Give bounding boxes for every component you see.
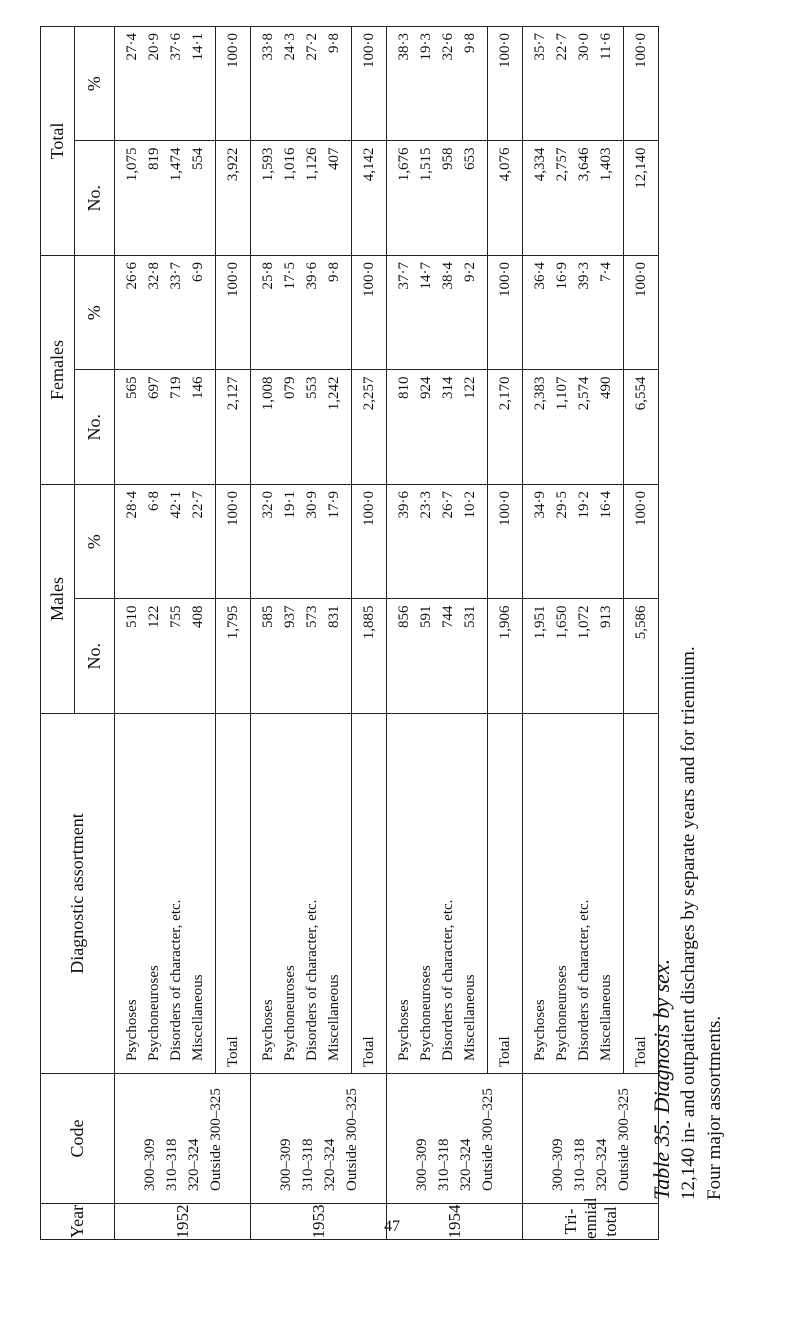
total-no-value: 1,593 — [260, 147, 276, 182]
total-pct-value: 24·3 — [282, 33, 298, 61]
males-no-value: 1,072 — [576, 605, 592, 640]
females-no-value: 146 — [190, 376, 206, 399]
table-row — [251, 27, 352, 1240]
codes-value: 320–324 — [457, 1138, 474, 1191]
total-f-no: 6,554 — [624, 370, 659, 485]
diags-value: Psychoneuroses — [554, 965, 570, 1061]
table-caption — [648, 80, 728, 1200]
females-pct-value: 36·4 — [532, 262, 548, 290]
males-pct-value: 6·8 — [146, 491, 162, 511]
header-males: Males — [41, 485, 75, 714]
header-females-pct: % — [75, 256, 115, 371]
total-no-value: 3,646 — [576, 147, 592, 182]
females-no-value: 697 — [146, 376, 162, 399]
males-pct-value: 28·4 — [124, 491, 140, 519]
code-cell — [115, 1074, 251, 1204]
females-no-value: 122 — [462, 376, 478, 399]
females-pct-value: 17·5 — [282, 262, 298, 290]
total-t-pct: 100·0 — [488, 27, 523, 142]
males-no-value: 591 — [418, 605, 434, 628]
total-label: Total — [624, 714, 659, 1074]
diagnostic-cell — [387, 714, 488, 1074]
codes-value: 300–309 — [413, 1138, 430, 1191]
females-pct-value: 16·9 — [554, 262, 570, 290]
females-no-cell — [251, 370, 352, 485]
total-label: Total — [352, 714, 387, 1074]
code-cell — [251, 1074, 387, 1204]
table-row — [523, 27, 624, 1240]
total-pct-value: 37·6 — [168, 33, 184, 61]
females-no-value: 719 — [168, 376, 184, 399]
total-f-pct: 100·0 — [624, 256, 659, 371]
diags-value: Disorders of character, etc. — [576, 899, 592, 1061]
males-pct-value: 17·9 — [326, 491, 342, 519]
males-no-value: 755 — [168, 605, 184, 628]
codes-value: 310–318 — [299, 1138, 316, 1191]
total-m-pct: 100·0 — [488, 485, 523, 600]
males-no-value: 510 — [124, 605, 140, 628]
codes-value: 300–309 — [549, 1138, 566, 1191]
females-no-value: 565 — [124, 376, 140, 399]
diags-value: Psychoneuroses — [282, 965, 298, 1061]
females-no-value: 490 — [598, 376, 614, 399]
total-row — [216, 27, 251, 1240]
codes-value: 320–324 — [321, 1138, 338, 1191]
total-row — [352, 27, 387, 1240]
males-pct-cell — [387, 485, 488, 600]
codes-value: 300–309 — [141, 1138, 158, 1191]
females-pct-cell — [251, 256, 352, 371]
header-code: Code — [41, 1074, 115, 1204]
females-pct-value: 14·7 — [418, 262, 434, 290]
males-pct-value: 23·3 — [418, 491, 434, 519]
males-no-value: 937 — [282, 605, 298, 628]
total-t-pct: 100·0 — [216, 27, 251, 142]
females-pct-value: 6·9 — [190, 262, 206, 282]
males-pct-value: 42·1 — [168, 491, 184, 519]
total-no-value: 407 — [326, 147, 342, 170]
total-f-pct: 100·0 — [488, 256, 523, 371]
total-pct-value: 14·1 — [190, 33, 206, 61]
table-row — [387, 27, 488, 1240]
males-pct-value: 26·7 — [440, 491, 456, 519]
total-no-value: 958 — [440, 147, 456, 170]
total-m-no: 1,906 — [488, 599, 523, 714]
total-pct-cell — [115, 27, 216, 142]
year-cell: 1954 — [387, 1204, 523, 1240]
females-no-value: 079 — [282, 376, 298, 399]
males-pct-cell — [523, 485, 624, 600]
codes-value: Outside 300–325 — [207, 1088, 224, 1191]
total-t-no: 4,142 — [352, 141, 387, 256]
table-row — [115, 27, 216, 1240]
total-pct-cell — [251, 27, 352, 142]
total-t-no: 3,922 — [216, 141, 251, 256]
females-no-value: 314 — [440, 376, 456, 399]
diagnosis-table — [40, 26, 659, 1240]
females-pct-value: 37·7 — [396, 262, 412, 290]
females-no-value: 924 — [418, 376, 434, 399]
diags-value: Disorders of character, etc. — [440, 899, 456, 1061]
males-pct-value: 34·9 — [532, 491, 548, 519]
total-t-no: 12,140 — [624, 141, 659, 256]
total-no-value: 2,757 — [554, 147, 570, 182]
total-no-value: 819 — [146, 147, 162, 170]
diags-value: Psychoses — [396, 999, 412, 1061]
females-pct-value: 39·3 — [576, 262, 592, 290]
diags-value: Miscellaneous — [598, 974, 614, 1061]
year-cell: 1952 — [115, 1204, 251, 1240]
caption-line-2: Four major assortments. — [704, 1015, 725, 1200]
codes-value: Outside 300–325 — [479, 1088, 496, 1191]
total-label: Total — [488, 714, 523, 1074]
total-pct-value: 9·8 — [326, 33, 342, 53]
total-m-pct: 100·0 — [624, 485, 659, 600]
males-no-value: 744 — [440, 605, 456, 628]
total-m-no: 1,795 — [216, 599, 251, 714]
females-no-value: 1,107 — [554, 376, 570, 411]
total-f-pct: 100·0 — [352, 256, 387, 371]
females-pct-value: 9·8 — [326, 262, 342, 282]
females-pct-value: 39·6 — [304, 262, 320, 290]
males-pct-value: 30·9 — [304, 491, 320, 519]
diags-value: Psychoses — [260, 999, 276, 1061]
code-cell — [523, 1074, 659, 1204]
males-pct-value: 10·2 — [462, 491, 478, 519]
codes-value: 310–318 — [163, 1138, 180, 1191]
year-cell: 1953 — [251, 1204, 387, 1240]
females-no-value: 810 — [396, 376, 412, 399]
year-cell: Tri-ennial total — [523, 1204, 659, 1240]
males-no-value: 122 — [146, 605, 162, 628]
total-no-value: 653 — [462, 147, 478, 170]
diags-value: Miscellaneous — [326, 974, 342, 1061]
males-no-cell — [523, 599, 624, 714]
males-pct-value: 19·2 — [576, 491, 592, 519]
total-pct-value: 32·6 — [440, 33, 456, 61]
codes-value: 300–309 — [277, 1138, 294, 1191]
females-pct-value: 33·7 — [168, 262, 184, 290]
total-pct-value: 20·9 — [146, 33, 162, 61]
males-no-value: 585 — [260, 605, 276, 628]
total-m-pct: 100·0 — [352, 485, 387, 600]
diags-value: Psychoneuroses — [418, 965, 434, 1061]
header-males-pct: % — [75, 485, 115, 600]
males-no-value: 408 — [190, 605, 206, 628]
females-pct-cell — [115, 256, 216, 371]
codes-value: 320–324 — [185, 1138, 202, 1191]
diags-value: Miscellaneous — [190, 974, 206, 1061]
total-no-value: 1,515 — [418, 147, 434, 182]
total-pct-cell — [387, 27, 488, 142]
females-no-value: 1,008 — [260, 376, 276, 411]
header-total: Total — [41, 27, 75, 256]
total-m-no: 1,885 — [352, 599, 387, 714]
total-f-no: 2,127 — [216, 370, 251, 485]
total-pct-value: 27·4 — [124, 33, 140, 61]
total-f-pct: 100·0 — [216, 256, 251, 371]
codes-value: 310–318 — [571, 1138, 588, 1191]
males-no-cell — [387, 599, 488, 714]
header-diagnostic-assortment: Diagnostic assortment — [41, 714, 115, 1074]
caption-line-1: 12,140 in- and outpatient discharges by separate years and for triennium. — [678, 646, 699, 1200]
males-no-value: 856 — [396, 605, 412, 628]
males-pct-value: 29·5 — [554, 491, 570, 519]
females-pct-cell — [523, 256, 624, 371]
males-pct-value: 22·7 — [190, 491, 206, 519]
males-pct-value: 16·4 — [598, 491, 614, 519]
males-pct-value: 19·1 — [282, 491, 298, 519]
males-no-cell — [251, 599, 352, 714]
total-no-value: 1,403 — [598, 147, 614, 182]
total-f-no: 2,257 — [352, 370, 387, 485]
males-no-cell — [115, 599, 216, 714]
males-no-value: 1,650 — [554, 605, 570, 640]
total-f-no: 2,170 — [488, 370, 523, 485]
total-t-no: 4,076 — [488, 141, 523, 256]
table-body — [115, 27, 659, 1240]
females-pct-value: 32·8 — [146, 262, 162, 290]
codes-value: 320–324 — [593, 1138, 610, 1191]
header-year: Year — [41, 1204, 115, 1240]
header-females-no: No. — [75, 370, 115, 485]
diagnostic-cell — [115, 714, 216, 1074]
females-no-cell — [115, 370, 216, 485]
codes-value: Outside 300–325 — [343, 1088, 360, 1191]
females-pct-value: 26·6 — [124, 262, 140, 290]
total-pct-value: 30·0 — [576, 33, 592, 61]
males-pct-cell — [115, 485, 216, 600]
total-pct-cell — [523, 27, 624, 142]
codes-value: 310–318 — [435, 1138, 452, 1191]
females-pct-value: 9·2 — [462, 262, 478, 282]
males-no-value: 573 — [304, 605, 320, 628]
total-no-value: 1,075 — [124, 147, 140, 182]
total-t-pct: 100·0 — [352, 27, 387, 142]
diags-value: Psychoses — [124, 999, 140, 1061]
header-males-no: No. — [75, 599, 115, 714]
total-no-cell — [251, 141, 352, 256]
females-no-value: 2,574 — [576, 376, 592, 411]
page-number: 47 — [384, 1218, 400, 1235]
males-pct-value: 32·0 — [260, 491, 276, 519]
total-no-value: 1,676 — [396, 147, 412, 182]
diags-value: Disorders of character, etc. — [168, 899, 184, 1061]
males-no-value: 913 — [598, 605, 614, 628]
codes-value: Outside 300–325 — [615, 1088, 632, 1191]
diags-value: Disorders of character, etc. — [304, 899, 320, 1061]
males-pct-value: 39·6 — [396, 491, 412, 519]
total-t-pct: 100·0 — [624, 27, 659, 142]
total-pct-value: 27·2 — [304, 33, 320, 61]
females-pct-value: 38·4 — [440, 262, 456, 290]
females-pct-cell — [387, 256, 488, 371]
females-no-cell — [387, 370, 488, 485]
header-females: Females — [41, 256, 75, 485]
total-pct-value: 35·7 — [532, 33, 548, 61]
total-no-cell — [115, 141, 216, 256]
diags-value: Psychoses — [532, 999, 548, 1061]
total-pct-value: 22·7 — [554, 33, 570, 61]
females-no-value: 2,383 — [532, 376, 548, 411]
total-no-value: 4,334 — [532, 147, 548, 182]
total-m-pct: 100·0 — [216, 485, 251, 600]
total-pct-value: 11·6 — [598, 33, 614, 60]
diagnostic-cell — [251, 714, 352, 1074]
total-pct-value: 19·3 — [418, 33, 434, 61]
diags-value: Miscellaneous — [462, 974, 478, 1061]
females-pct-value: 25·8 — [260, 262, 276, 290]
females-no-value: 1,242 — [326, 376, 342, 411]
header-total-no: No. — [75, 141, 115, 256]
total-no-value: 1,016 — [282, 147, 298, 182]
total-label: Total — [216, 714, 251, 1074]
total-pct-value: 38·3 — [396, 33, 412, 61]
diags-value: Psychoneuroses — [146, 965, 162, 1061]
caption-title: Table 35. Diagnosis by sex. — [649, 958, 674, 1200]
males-no-value: 831 — [326, 605, 342, 628]
total-no-value: 1,474 — [168, 147, 184, 182]
total-no-value: 1,126 — [304, 147, 320, 182]
diagnostic-cell — [523, 714, 624, 1074]
total-no-cell — [523, 141, 624, 256]
females-no-cell — [523, 370, 624, 485]
header-total-pct: % — [75, 27, 115, 142]
males-pct-cell — [251, 485, 352, 600]
total-pct-value: 33·8 — [260, 33, 276, 61]
total-no-value: 554 — [190, 147, 206, 170]
females-pct-value: 7·4 — [598, 262, 614, 282]
males-no-value: 1,951 — [532, 605, 548, 640]
total-no-cell — [387, 141, 488, 256]
total-row — [488, 27, 523, 1240]
females-no-value: 553 — [304, 376, 320, 399]
code-cell — [387, 1074, 523, 1204]
total-pct-value: 9·8 — [462, 33, 478, 53]
total-m-no: 5,586 — [624, 599, 659, 714]
males-no-value: 531 — [462, 605, 478, 628]
